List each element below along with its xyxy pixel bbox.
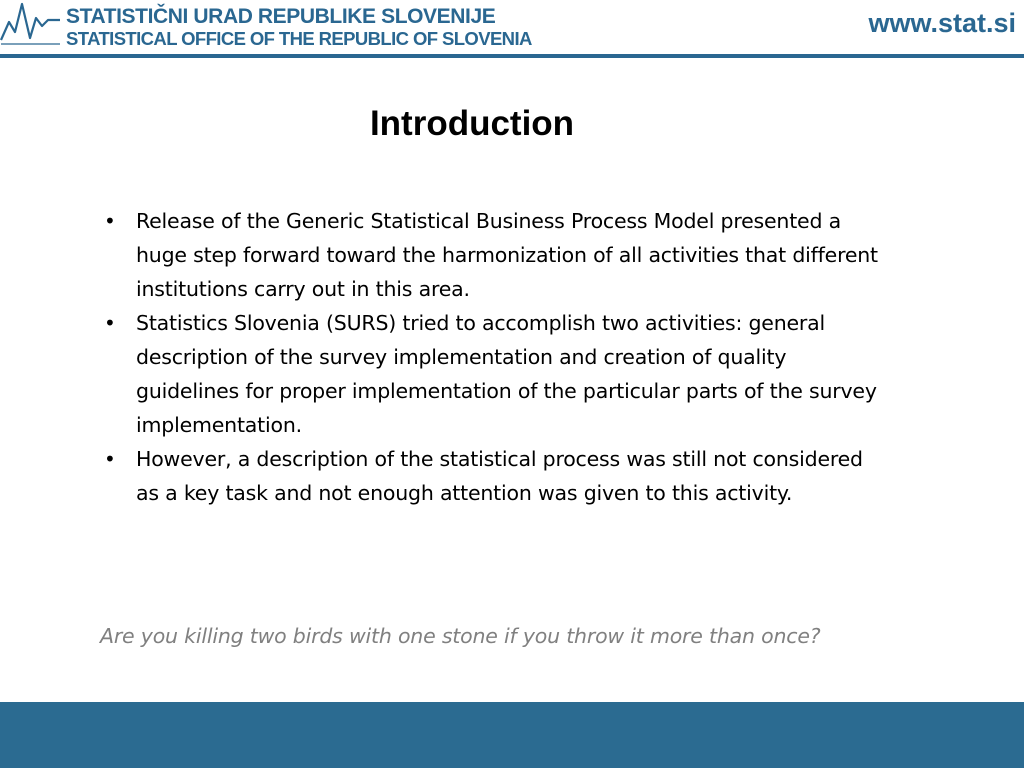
slide-title: Introduction (369, 104, 575, 143)
bullet-text: However, a description of the statistical process was still not considered as a key task and not enough attention was given to this activity. (136, 447, 863, 505)
bullet-text: Release of the Generic Statistical Business Process Model presented a huge step forward toward the harmonization of all activities that different institutions carry out in this area. (136, 209, 878, 301)
bullet-marker: • (104, 447, 116, 471)
bullet-marker: • (104, 311, 116, 335)
bullet-list (102, 204, 892, 510)
org-name-english: STATISTICAL OFFICE OF THE REPUBLIC OF SLOVENIA (66, 28, 532, 49)
site-url[interactable]: www.stat.si (868, 8, 1016, 38)
bullet-item (102, 442, 892, 510)
bullet-item (102, 204, 892, 306)
footer-band (0, 702, 1024, 768)
header-divider (0, 54, 1024, 58)
bullet-marker: • (104, 209, 116, 233)
chart-line-logo-icon (0, 0, 62, 48)
org-name-slovene: STATISTIČNI URAD REPUBLIKE SLOVENIJE (66, 5, 496, 28)
closing-quote: Are you killing two birds with one stone if you throw it more than once? (100, 624, 821, 648)
bullet-item (102, 306, 892, 442)
header (0, 0, 1024, 58)
bullet-text: Statistics Slovenia (SURS) tried to accomplish two activities: general description of the survey implementation and creation of quality guidelines for proper implementation of the particular parts of the survey implementation. (136, 311, 877, 437)
